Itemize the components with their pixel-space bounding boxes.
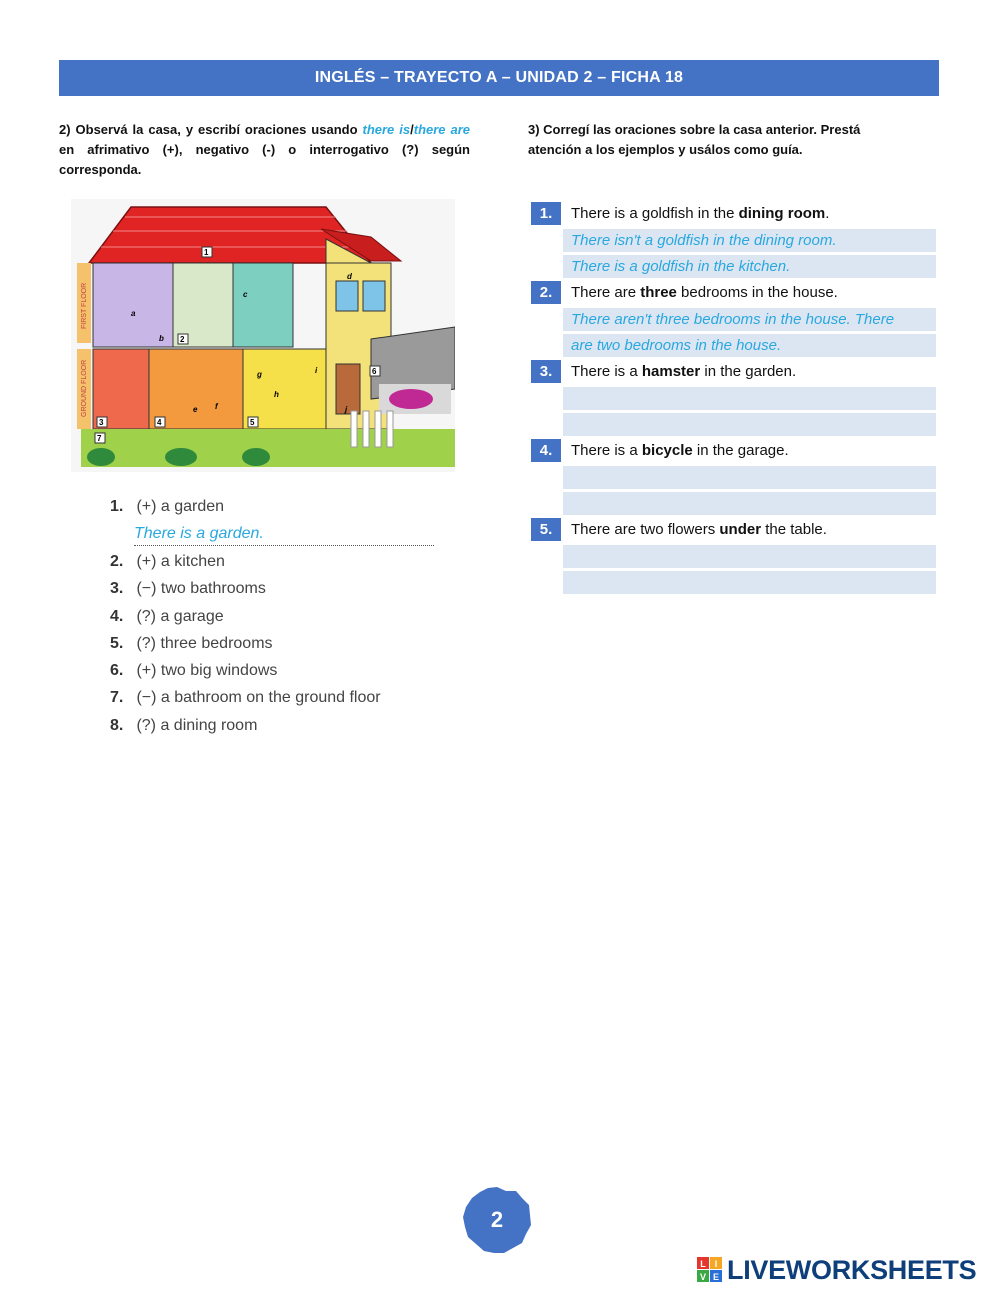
item-text: (+) a kitchen — [136, 553, 225, 570]
item-text: (?) a garage — [136, 608, 224, 625]
page-number: 2 — [490, 1207, 504, 1232]
there-is-highlight: there is — [362, 122, 411, 137]
tag-e: e — [193, 405, 198, 414]
tag-a: a — [131, 309, 136, 318]
answer-line[interactable] — [563, 492, 936, 515]
item-sentence — [571, 360, 796, 383]
worksheet-title: INGLÉS – TRAYECTO A – UNIDAD 2 – FICHA 18 — [314, 69, 684, 86]
exercise-2-instruction — [59, 120, 470, 180]
tag-b: b — [159, 334, 164, 343]
there-are-highlight: there are — [413, 122, 471, 137]
item-sentence — [571, 518, 827, 541]
tag-c: c — [243, 290, 248, 299]
sentence-text: . — [825, 205, 830, 222]
brand-logo — [697, 1255, 997, 1285]
sentence-text: in the garden. — [700, 363, 797, 380]
answer-line[interactable]: are two bedrooms in the house. — [563, 334, 936, 357]
tag-7: 7 — [97, 434, 102, 443]
ground-floor-label: GROUND FLOOR — [81, 359, 88, 417]
list-item — [110, 578, 266, 600]
sentence-text: bedrooms in the house. — [676, 284, 838, 301]
sentence-text: There is a goldfish in the — [571, 205, 739, 222]
instruction-text: 2) Observá la casa, y escribí oraciones usando — [59, 122, 363, 137]
item-number: 8. — [110, 717, 124, 734]
list-item — [110, 660, 277, 682]
tag-i: i — [315, 366, 318, 375]
answer-field-1[interactable]: There is a garden. — [134, 523, 434, 546]
list-item — [110, 687, 381, 709]
item-text: (?) a dining room — [136, 717, 258, 734]
list-item — [110, 715, 257, 737]
sentence-text: the table. — [761, 521, 827, 538]
logo-letter: E — [712, 1272, 720, 1282]
tag-5: 5 — [250, 418, 255, 427]
exercise-3-instruction: 3) Corregí las oraciones sobre la casa anterior. Prestá atención a los ejemplos y usálos como guía. — [528, 122, 861, 157]
sentence-bold: hamster — [641, 363, 701, 380]
worksheet-header — [59, 60, 939, 96]
tag-1: 1 — [204, 248, 209, 257]
item-text: (+) two big windows — [136, 662, 278, 679]
answer-line[interactable]: There aren't three bedrooms in the house. There — [563, 308, 936, 331]
sentence-text: There are — [571, 284, 641, 301]
item-number-badge: 4. — [531, 439, 561, 462]
answer-line[interactable] — [563, 387, 936, 410]
brand-name: LIVEWORKSHEETS — [727, 1254, 977, 1285]
logo-letter: V — [699, 1272, 707, 1282]
logo-letter: L — [700, 1259, 706, 1269]
logo-letter: I — [714, 1259, 718, 1269]
answer-line[interactable] — [563, 571, 936, 594]
house-illustration — [71, 199, 455, 472]
sentence-text: There are two flowers — [571, 521, 720, 538]
answer-line[interactable]: There is a goldfish in the kitchen. — [563, 255, 936, 278]
item-sentence — [571, 281, 838, 304]
liveworksheets-logo-icon — [697, 1257, 723, 1283]
tag-2: 2 — [180, 335, 185, 344]
item-number-badge: 1. — [531, 202, 561, 225]
sentence-bold: dining room — [738, 205, 826, 222]
item-text: (?) three bedrooms — [136, 635, 273, 652]
item-number: 7. — [110, 689, 124, 706]
tag-3: 3 — [99, 418, 104, 427]
item-sentence — [571, 202, 829, 225]
item-text: (−) a bathroom on the ground floor — [136, 689, 381, 706]
item-number: 3. — [110, 580, 124, 597]
list-item — [110, 496, 224, 518]
tag-g: g — [257, 370, 262, 379]
item-text: (+) a garden — [136, 498, 225, 515]
item-text: (−) two bathrooms — [136, 580, 266, 597]
tag-d: d — [347, 272, 352, 281]
answer-line[interactable] — [563, 466, 936, 489]
sentence-text: in the garage. — [692, 442, 789, 459]
item-number: 4. — [110, 608, 124, 625]
item-sentence — [571, 439, 789, 462]
sentence-text: There is a — [571, 363, 642, 380]
sentence-text: There is a — [571, 442, 642, 459]
sentence-bold: three — [640, 284, 677, 301]
item-number: 1. — [110, 498, 124, 515]
tag-6: 6 — [372, 367, 377, 376]
first-floor-label: FIRST FLOOR — [81, 282, 88, 329]
list-item — [110, 551, 225, 573]
item-number-badge: 5. — [531, 518, 561, 541]
answer-line[interactable] — [563, 545, 936, 568]
item-number: 5. — [110, 635, 124, 652]
item-number-badge: 3. — [531, 360, 561, 383]
tag-j: j — [345, 405, 348, 414]
list-item — [110, 606, 224, 628]
answer-line[interactable] — [563, 413, 936, 436]
item-number: 2. — [110, 553, 124, 570]
answer-line[interactable]: There isn't a goldfish in the dining room. — [563, 229, 936, 252]
page-number-badge — [462, 1186, 532, 1254]
tag-4: 4 — [157, 418, 162, 427]
instruction-text-2: en afrimativo (+), negativo (-) o interrogativo (?) según corresponda. — [59, 142, 470, 177]
list-item — [110, 633, 273, 655]
sentence-bold: under — [719, 521, 762, 538]
item-number-badge: 2. — [531, 281, 561, 304]
slash: / — [410, 122, 414, 137]
tag-f: f — [215, 402, 218, 411]
tag-h: h — [274, 390, 279, 399]
item-number: 6. — [110, 662, 124, 679]
sentence-bold: bicycle — [641, 442, 693, 459]
